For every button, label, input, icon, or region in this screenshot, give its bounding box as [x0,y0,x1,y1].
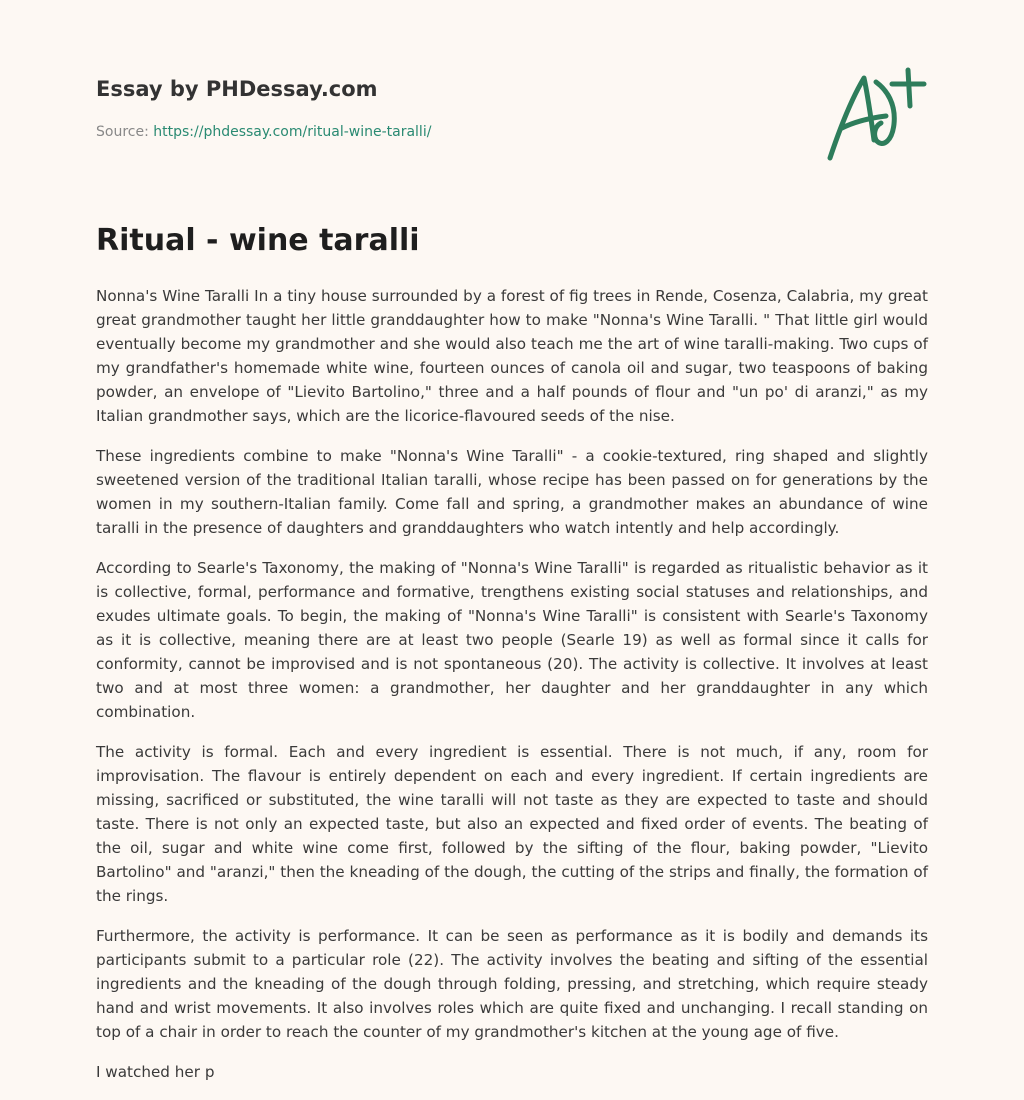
essay-paragraph: Nonna's Wine Taralli In a tiny house surrounded by a forest of fig trees in Rende, Cosenza, Calabria, my great great grandmother taught her little granddaughter how to make "Nonna's Wine Taralli. " That little girl would eventually become my grandmother and she would also teach me the art of wine taralli-making. Two cups of my grandfather's homemade white wine, fourteen ounces of canola oil and sugar, two teaspoons of baking powder, an envelope of "Lievito Bartolino," three and a half pounds of flour and "un po' di aranzi," as my Italian grandmother says, which are the licorice-flavoured seeds of the nise. [96,287,928,425]
essay-paragraph: These ingredients combine to make "Nonna's Wine Taralli" - a cookie-textured, ring shaped and slightly sweetened version of the traditional Italian taralli, whose recipe has been passed on for generations by the women in my southern-Italian family. Come fall and spring, a grandmother makes an abundance of wine taralli in the presence of daughters and granddaughters who watch intently and help accordingly. [96,447,928,537]
source-link[interactable]: https://phdessay.com/ritual-wine-taralli/ [153,124,432,140]
essay-paragraph: Furthermore, the activity is performance. It can be seen as performance as it is bodily and demands its participants submit to a particular role (22). The activity involves the beating and sifting of the essential ingredients and the kneading of the dough through folding, pressing, and stretching, which require steady hand and wrist movements. It also involves roles which are quite fixed and unchanging. I recall standing on top of a chair in order to reach the counter of my grandmother's kitchen at the young age of five. [96,927,928,1041]
essay-paragraph: The activity is formal. Each and every ingredient is essential. There is not much, if any, room for improvisation. The flavour is entirely dependent on each and every ingredient. If certain ingredients are missing, sacrificed or substituted, the wine taralli will not taste as they are expected to taste and should taste. There is not only an expected taste, but also an expected and fixed order of events. The beating of the oil, sugar and white wine come first, followed by the sifting of the flour, baking powder, "Lievito Bartolino" and "aranzi," then the kneading of the dough, the cutting of the strips and finally, the formation of the rings. [96,743,928,905]
a-plus-grade-icon [824,66,928,166]
essay-paragraph: According to Searle's Taxonomy, the making of "Nonna's Wine Taralli" is regarded as ritualistic behavior as it is collective, formal, performance and formative, trengthens existing social statuses and relationships, and exudes ultimate goals. To begin, the making of "Nonna's Wine Taralli" is consistent with Searle's Taxonomy as it is collective, meaning there are at least two people (Searle 19) as well as formal since it calls for conformity, cannot be improvised and is not spontaneous (20). The activity is collective. It involves at least two and at most three women: a grandmother, her daughter and her granddaughter in any which combination. [96,559,928,721]
essay-body [96,284,928,1100]
essay-title: Ritual - wine taralli [96,223,420,258]
source-line [96,124,431,140]
site-brand: Essay by PHDessay.com [96,77,378,101]
source-label: Source: [96,124,154,140]
essay-paragraph: I watched her p [96,1063,215,1081]
